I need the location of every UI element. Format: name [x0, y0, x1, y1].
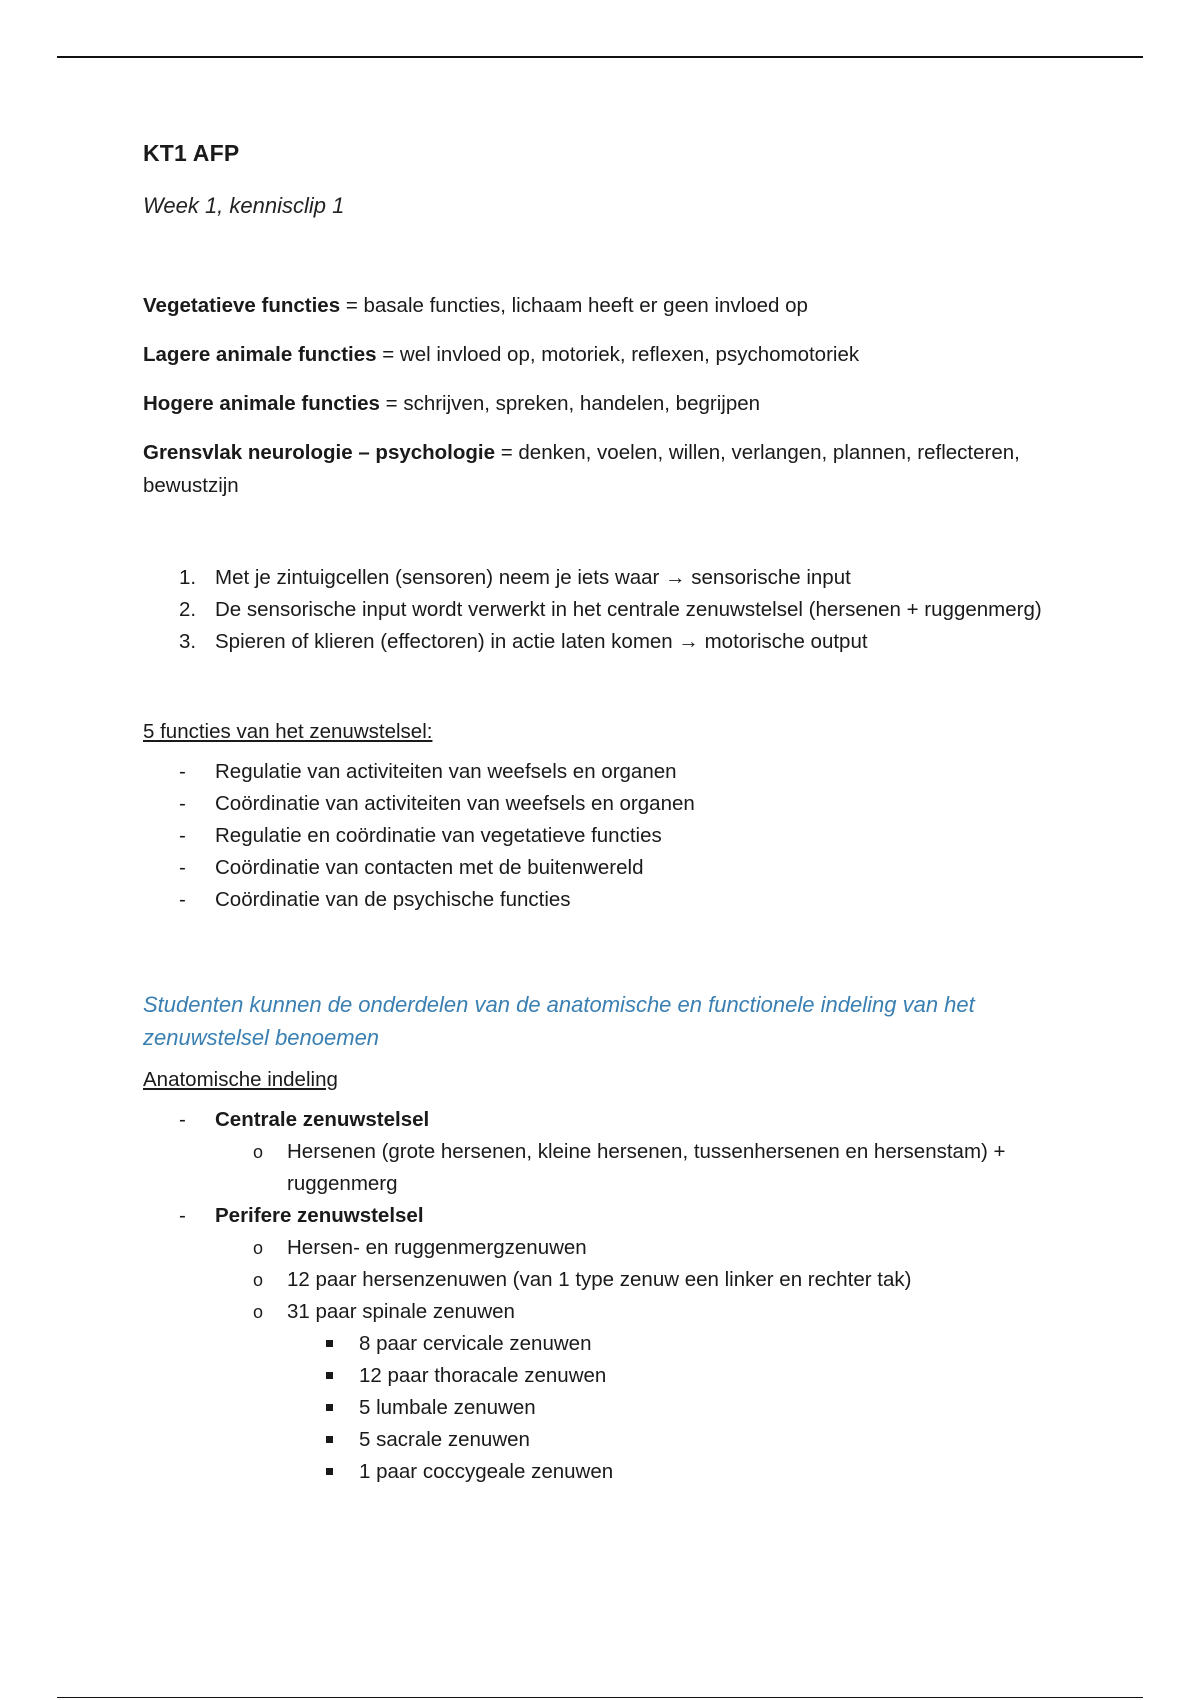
sub-item [143, 1296, 1043, 1488]
dash-bullet: - [179, 1108, 186, 1131]
step-text: Spieren of klieren (effectoren) in actie laten komen → motorische output [215, 630, 868, 653]
step-text: De sensorische input wordt verwerkt in het centrale zenuwstelsel (hersenen + ruggenmerg) [215, 598, 1042, 621]
spinal-item-text: 5 sacrale zenuwen [359, 1428, 530, 1451]
spinal-sublist [287, 1328, 1043, 1488]
step-text: Met je zintuigcellen (sensoren) neem je iets waar → sensorische input [215, 566, 851, 589]
spinal-item-text: 1 paar coccygeale zenuwen [359, 1460, 614, 1483]
functions-section [143, 720, 1043, 916]
definition-hogere-animaal [143, 387, 1043, 420]
spinal-item-text: 8 paar cervicale zenuwen [359, 1332, 592, 1355]
step-number: 3. [179, 630, 197, 653]
list-item-peripheral [143, 1200, 1043, 1488]
spinal-item [143, 1456, 1043, 1488]
bottom-rule [57, 1697, 1143, 1698]
circle-bullet: o [253, 1302, 264, 1322]
circle-bullet: o [253, 1238, 264, 1258]
spinal-item [143, 1392, 1043, 1424]
square-bullet [326, 1340, 333, 1347]
sub-item [143, 1136, 1043, 1200]
spinal-item [143, 1424, 1043, 1456]
document-subtitle: Week 1, kennisclip 1 [143, 193, 345, 218]
definition-term: Vegetatieve functies [143, 294, 341, 317]
definition-text: = wel invloed op, motoriek, reflexen, psychomotoriek [376, 343, 860, 366]
list-item-text: Coördinatie van activiteiten van weefsels en organen [215, 792, 695, 815]
square-bullet [326, 1468, 333, 1475]
process-steps [143, 562, 1043, 658]
step-item [143, 594, 1043, 626]
functions-list [143, 756, 1043, 916]
definitions [143, 289, 1043, 502]
list-item [143, 820, 1043, 852]
spinal-item [143, 1360, 1043, 1392]
dash-bullet: - [179, 824, 186, 847]
circle-bullet: o [253, 1270, 264, 1290]
anatomy-section [143, 1068, 1043, 1488]
dash-bullet: - [179, 760, 186, 783]
list-item-text: Regulatie van activiteiten van weefsels en organen [215, 760, 677, 783]
central-sublist [215, 1136, 1043, 1200]
step-number: 1. [179, 566, 197, 589]
dash-bullet: - [179, 856, 186, 879]
sub-item [143, 1264, 1043, 1296]
square-bullet [326, 1372, 333, 1379]
list-item [143, 884, 1043, 916]
definition-term: Grensvlak neurologie – psychologie [143, 441, 496, 464]
list-item-text: Regulatie en coördinatie van vegetatieve functies [215, 824, 662, 847]
step-item [143, 562, 1043, 594]
step-number: 2. [179, 598, 197, 621]
spinal-item [143, 1328, 1043, 1360]
spinal-item-text: 5 lumbale zenuwen [359, 1396, 536, 1419]
list-item-text: Coördinatie van de psychische functies [215, 888, 571, 911]
anatomy-heading: Anatomische indeling [143, 1068, 338, 1091]
anatomy-list [143, 1104, 1043, 1488]
definition-text: = schrijven, spreken, handelen, begrijpen [379, 392, 761, 415]
sub-item-text: 31 paar spinale zenuwen [287, 1300, 515, 1323]
peripheral-label: Perifere zenuwstelsel [215, 1204, 424, 1227]
sub-item [143, 1232, 1043, 1264]
definition-text: = denken, voelen, willen, verlangen, plannen, reflecteren, bewustzijn [143, 441, 1020, 497]
list-item-text: Coördinatie van contacten met de buitenwereld [215, 856, 644, 879]
definition-lagere-animaal [143, 338, 1043, 371]
definition-grensvlak [143, 436, 1043, 502]
definition-term: Hogere animale functies [143, 392, 380, 415]
document-title: KT1 AFP [143, 140, 240, 166]
square-bullet [326, 1436, 333, 1443]
functions-heading: 5 functies van het zenuwstelsel: [143, 720, 433, 743]
central-label: Centrale zenuwstelsel [215, 1108, 430, 1131]
list-item-central [143, 1104, 1043, 1200]
document-page [143, 140, 1043, 1488]
list-item [143, 852, 1043, 884]
circle-bullet: o [253, 1142, 264, 1162]
sub-item-text: Hersen- en ruggenmergzenuwen [287, 1236, 587, 1259]
sub-item-text: Hersenen (grote hersenen, kleine hersenen, tussenhersenen en hersenstam) + ruggenmerg [287, 1140, 1006, 1195]
learning-objective: Studenten kunnen de onderdelen van de anatomische en functionele indeling van het zenuwstelsel benoemen [143, 992, 975, 1050]
spinal-item-text: 12 paar thoracale zenuwen [359, 1364, 607, 1387]
definition-text: = basale functies, lichaam heeft er geen invloed op [340, 294, 808, 317]
list-item [143, 756, 1043, 788]
list-item [143, 788, 1043, 820]
step-item [143, 626, 1043, 658]
dash-bullet: - [179, 1204, 186, 1227]
top-rule [57, 56, 1143, 58]
peripheral-sublist [215, 1232, 1043, 1488]
dash-bullet: - [179, 792, 186, 815]
dash-bullet: - [179, 888, 186, 911]
definition-term: Lagere animale functies [143, 343, 377, 366]
sub-item-text: 12 paar hersenzenuwen (van 1 type zenuw een linker en rechter tak) [287, 1268, 912, 1291]
definition-vegetatief [143, 289, 1043, 322]
square-bullet [326, 1404, 333, 1411]
